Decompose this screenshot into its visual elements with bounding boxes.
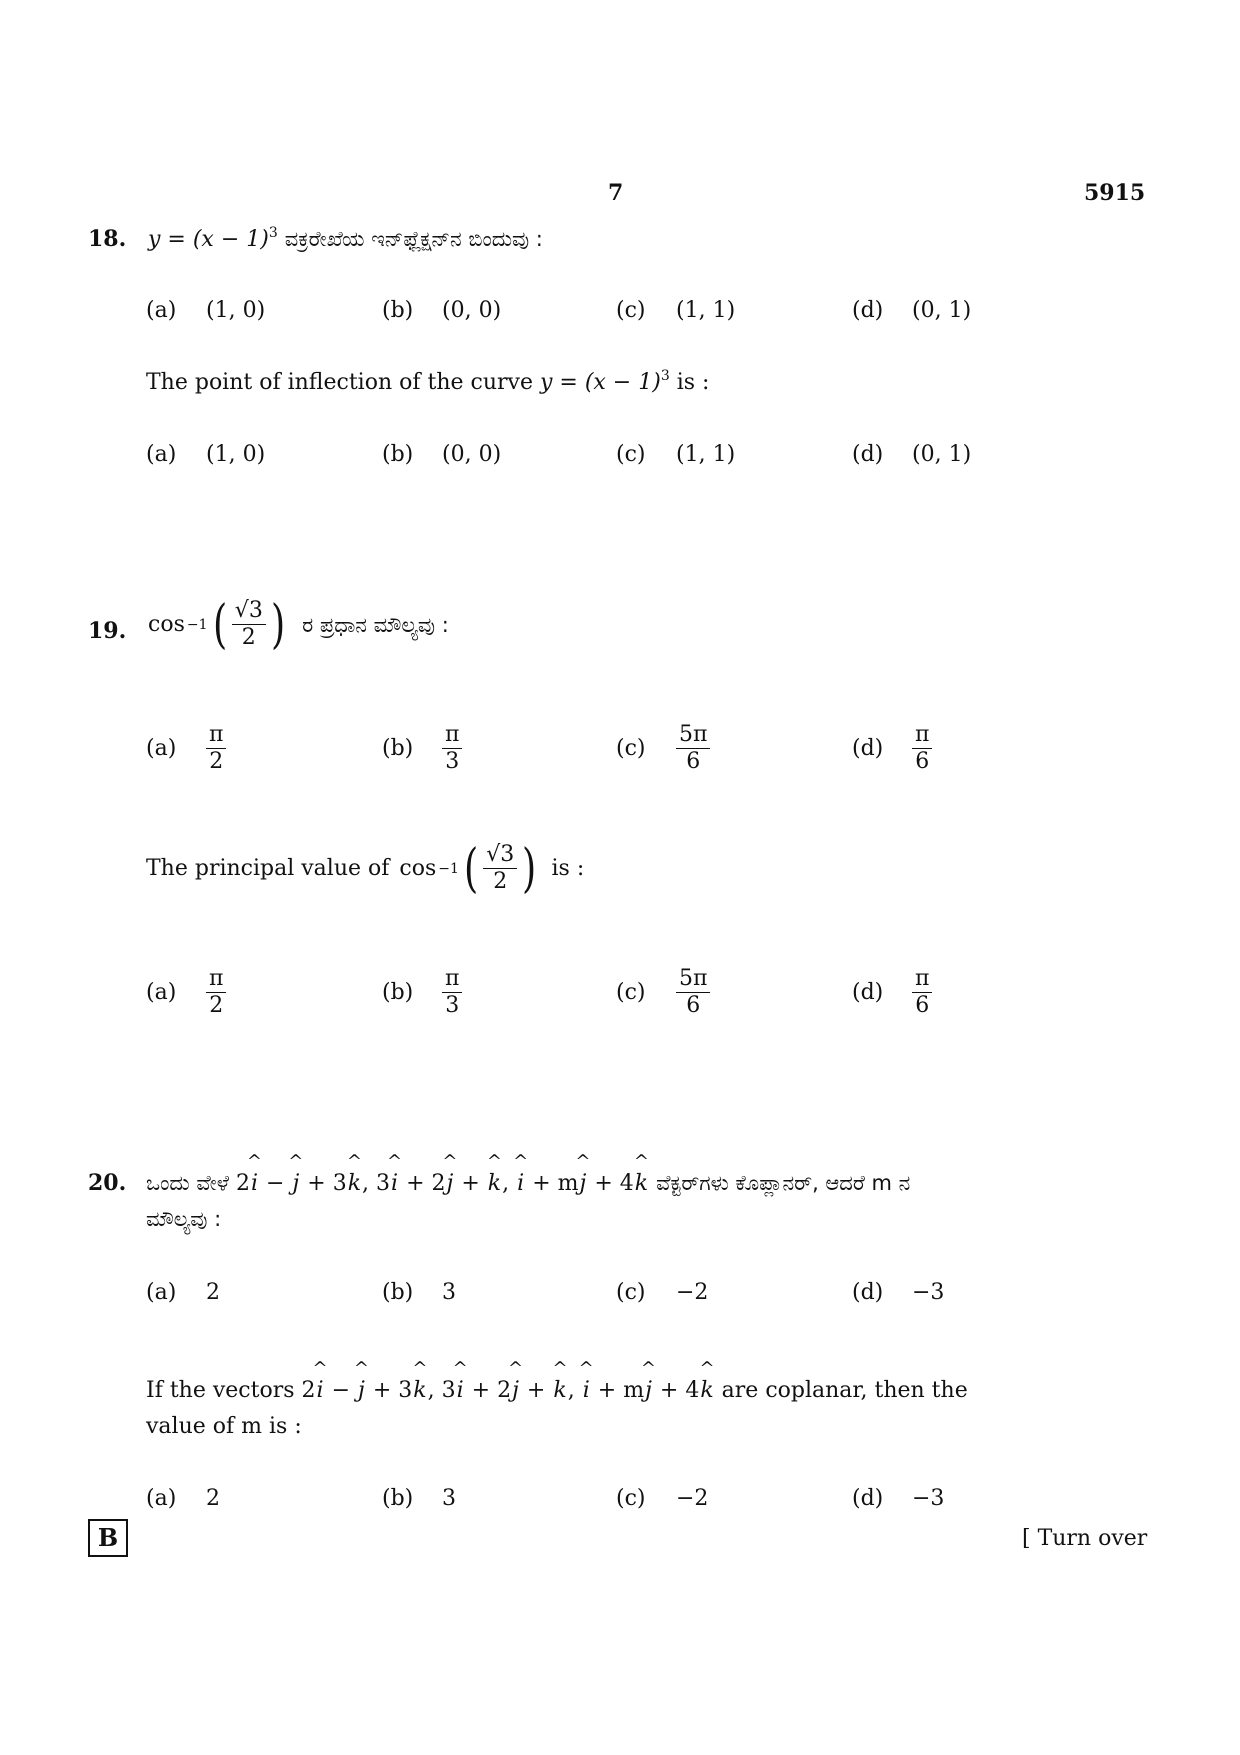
q20-kannada-stem: ಒಂದು ವೇಳೆ 2^ i − ^ j + 3^ k, 3^ i + 2^ j + ^ k, ^ i + m^ j + 4^ k ವೆಕ್ಟರ್‌ಗಳು ಕೊಪ್ಲಾನರ್, ಆದರೆ m ನ	[146, 1166, 910, 1201]
q19-kn-text: ರ ಪ್ರಧಾನ ಮೌಲ್ಯವು :	[302, 612, 449, 637]
q18-en-option-d[interactable]: (d) (0, 1)	[852, 442, 972, 467]
q18-en-option-b[interactable]: (b) (0, 0)	[382, 442, 502, 467]
q18-en-option-c[interactable]: (c) (1, 1)	[616, 442, 736, 467]
q20-kn-option-d[interactable]: (d) −3	[852, 1280, 945, 1305]
q18-english-stem: The point of inflection of the curve $y = (x - 1)^3$ is :	[146, 368, 710, 395]
q20-kn-vector-1: 2^ i − ^ j + 3^ k,	[236, 1171, 369, 1196]
q20-kn-line2: ಮೌಲ್ಯವು :	[146, 1207, 222, 1231]
q20-en-option-c[interactable]: (c) −2	[616, 1486, 709, 1511]
question-number-18: 18.	[88, 226, 127, 252]
q18-kn-equation: y = (x − 1)	[148, 227, 269, 252]
paper-code: 5915	[1084, 180, 1146, 206]
right-paren-icon: )	[522, 838, 537, 899]
q20-english-stem: If the vectors 2^ i − ^ j + 3^ k, 3^ i + 2^ j + ^ k, ^ i + m^ j + 4^ k are coplanar, then the	[146, 1374, 968, 1408]
left-paren-icon: (	[212, 594, 227, 655]
left-paren-icon: (	[463, 838, 479, 899]
q18-kn-option-d[interactable]: (d) (0, 1)	[852, 298, 972, 323]
q20-kn-vector-2: 3^ i + 2^ j + ^ k,	[376, 1171, 509, 1196]
q20-en-option-d[interactable]: (d) −3	[852, 1486, 945, 1511]
q20-en-vector-2: 3^ i + 2^ j + ^ k,	[442, 1378, 575, 1403]
q18-en-exponent: 3	[660, 368, 670, 384]
q20-en-option-a[interactable]: (a) 2	[146, 1486, 220, 1511]
q18-kn-text: ವಕ್ರರೇಖೆಯ ಇನ್‌ಫ್ಲೆಕ್ಷನ್‌ನ ಬಿಂದುವು :	[284, 227, 543, 251]
q19-en-option-c[interactable]: (c) $\frac{5\pi}{6}$	[616, 966, 710, 1019]
q19-kn-option-d[interactable]: (d) $\frac{\pi}{6}$	[852, 722, 932, 775]
turn-over-note: [ Turn over	[1022, 1526, 1148, 1551]
q20-kn-option-a[interactable]: (a) 2	[146, 1280, 220, 1305]
q19-kn-option-c[interactable]: (c) $\frac{5\pi}{6}$	[616, 722, 710, 775]
booklet-code-box: B	[88, 1519, 128, 1557]
q18-en-option-a[interactable]: (a) (1, 0)	[146, 442, 266, 467]
q18-kannada-stem	[148, 222, 543, 257]
q18-kn-option-b[interactable]: (b) (0, 0)	[382, 298, 502, 323]
q19-en-option-a[interactable]: (a) $\frac{\pi}{2}$	[146, 966, 226, 1019]
q19-en-argument: $\frac{√3}{2}$	[483, 842, 517, 895]
q20-kn-option-b[interactable]: (b) 3	[382, 1280, 456, 1305]
question-number-20: 20.	[88, 1170, 127, 1196]
q19-en-cos: cos	[399, 855, 437, 881]
q20-kn-vector-3: ^ i + m^ j + 4^ k	[516, 1171, 649, 1196]
page-number: 7	[608, 180, 624, 206]
q19-en-option-d[interactable]: (d) $\frac{\pi}{6}$	[852, 966, 932, 1019]
q20-en-line2: value of m is :	[146, 1414, 302, 1439]
q19-kannada-stem: cos −1 ( $\frac{√3}{2}$ ) ರ ಪ್ರಧಾನ ಮೌಲ್ಯವು :	[148, 594, 449, 655]
q18-kn-option-a[interactable]: (a) (1, 0)	[146, 298, 266, 323]
q19-kn-argument: $\frac{√3}{2}$	[232, 598, 266, 651]
q20-en-vector-3: ^ i + m^ j + 4^ k	[582, 1378, 715, 1403]
q18-kn-option-c[interactable]: (c) (1, 1)	[616, 298, 736, 323]
q18-en-equation: y = (x − 1)	[539, 370, 661, 395]
q20-en-option-b[interactable]: (b) 3	[382, 1486, 456, 1511]
q19-en-option-b[interactable]: (b) $\frac{\pi}{3}$	[382, 966, 462, 1019]
q20-kn-option-c[interactable]: (c) −2	[616, 1280, 709, 1305]
right-paren-icon: )	[270, 594, 286, 655]
q20-en-vector-1: 2^ i − ^ j + 3^ k,	[302, 1378, 435, 1403]
q19-kn-cos: cos	[148, 611, 185, 637]
q19-english-stem: The principal value of cos −1 ( $\frac{√3}{2}$ ) is :	[146, 838, 585, 899]
q18-kn-exponent: 3	[268, 225, 278, 241]
q19-kn-option-b[interactable]: (b) $\frac{\pi}{3}$	[382, 722, 462, 775]
q19-kn-option-a[interactable]: (a) $\frac{\pi}{2}$	[146, 722, 226, 775]
question-number-19: 19.	[88, 618, 127, 644]
